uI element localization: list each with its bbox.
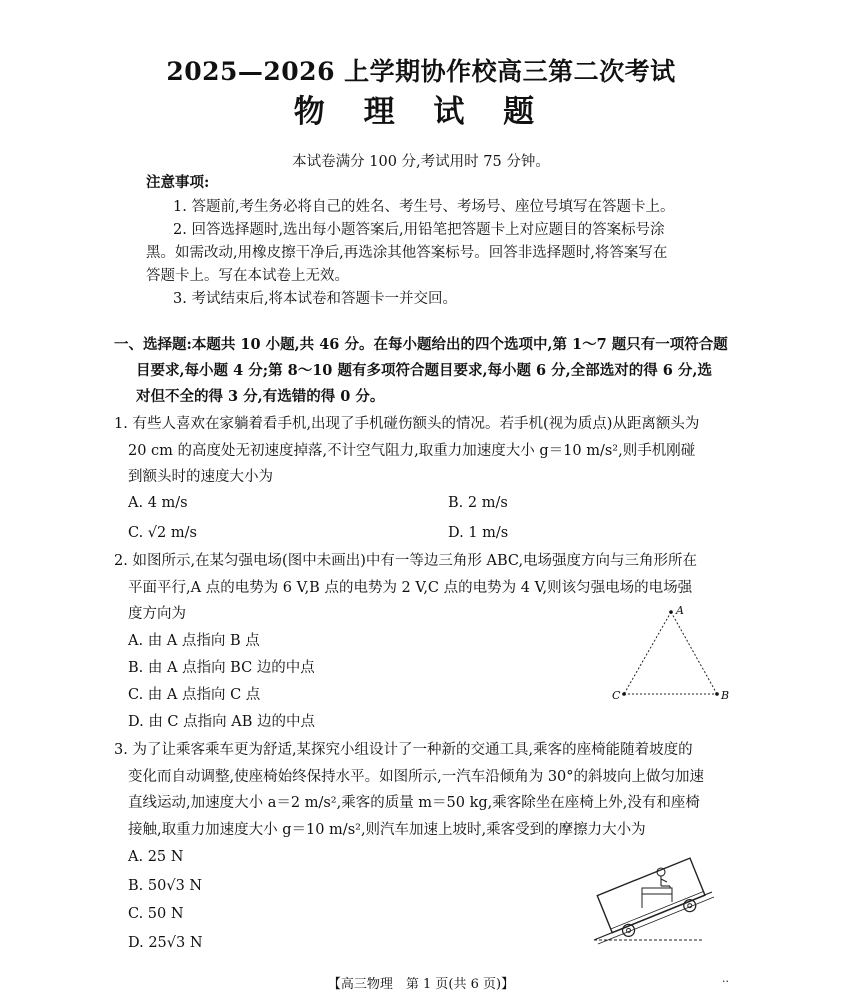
question-3-option-a: A. 25 N [128,849,184,865]
exam-info: 本试卷满分 100 分,考试用时 75 分钟。 [292,154,550,170]
question-3-text: 变化而自动调整,使座椅始终保持水平。如图所示,一汽车沿倾角为 30°的斜坡向上做匀加速 [128,769,705,785]
question-3-option-d: D. 25√3 N [128,935,203,951]
vertex-label-b: B [721,689,730,702]
vertex-label-c: C [612,689,621,702]
question-2-text: 平面平行,A 点的电势为 6 V,B 点的电势为 2 V,C 点的电势为 4 V,则该匀强电场的电场强 [128,580,693,596]
page-footer: 【高三物理 第 1 页(共 6 页)】 [327,977,515,992]
question-2-text: 度方向为 [128,606,186,622]
question-2-option-c: C. 由 A 点指向 C 点 [128,687,261,703]
section-instruction: 一、选择题:本题共 10 小题,共 46 分。在每小题给出的四个选项中,第 1～7 题只有一项符合题 [114,336,728,353]
question-2-text: 2. 如图所示,在某匀强电场(图中未画出)中有一等边三角形 ABC,电场强度方向与三角形所在 [114,553,698,569]
question-1-text: 到额头时的速度大小为 [128,469,273,485]
notes-line: 2. 回答选择题时,选出每小题答案后,用铅笔把答题卡上对应题目的答案标号涂 [173,222,665,238]
question-3-text: 直线运动,加速度大小 a＝2 m/s²,乘客的质量 m＝50 kg,乘客除坐在座椅上外,没有和座椅 [128,795,700,811]
exam-title: 2025—2026 上学期协作校高三第二次考试 [166,57,676,86]
notes-line: 黑。如需改动,用橡皮擦干净后,再选涂其他答案标号。回答非选择题时,将答案写在 [146,245,668,261]
section-instruction: 目要求,每小题 4 分;第 8～10 题有多项符合题目要求,每小题 6 分,全部选对的得 6 分,选 [136,362,712,379]
question-3-text: 接触,取重力加速度大小 g＝10 m/s²,则汽车加速上坡时,乘客受到的摩擦力大小为 [128,822,646,838]
notes-line: 答题卡上。写在本试卷上无效。 [146,268,349,284]
question-1-text: 20 cm 的高度处无初速度掉落,不计空气阻力,取重力加速度大小 g＝10 m/s²,则手机刚碰 [128,443,696,459]
subject-title: 物 理 试 题 [293,94,549,130]
question-2-option-a: A. 由 A 点指向 B 点 [128,633,260,649]
question-1-option-b: B. 2 m/s [448,495,508,511]
car-on-slope-figure [580,848,720,950]
question-3-option-b: B. 50√3 N [128,878,203,894]
question-2-option-b: B. 由 A 点指向 BC 边的中点 [128,660,315,676]
question-1-option-a: A. 4 m/s [128,495,188,511]
question-1-text: 1. 有些人喜欢在家躺着看手机,出现了手机碰伤额头的情况。若手机(视为质点)从距离额头为 [114,416,700,432]
question-1-option-d: D. 1 m/s [448,525,509,541]
notes-line: 1. 答题前,考生务必将自己的姓名、考生号、考场号、座位号填写在答题卡上。 [173,199,675,215]
vertex-label-a: A [676,604,684,617]
question-2-option-d: D. 由 C 点指向 AB 边的中点 [128,714,315,730]
triangle-abc-figure [606,600,736,705]
notes-line: 3. 考试结束后,将本试卷和答题卡一并交回。 [173,291,458,307]
section-instruction: 对但不全的得 3 分,有选错的得 0 分。 [136,388,385,405]
question-3-text: 3. 为了让乘客乘车更为舒适,某探究小组设计了一种新的交通工具,乘客的座椅能随着坡度的 [114,742,693,758]
question-1-option-c: C. √2 m/s [128,525,197,541]
notes-heading: 注意事项: [146,174,210,191]
question-3-option-c: C. 50 N [128,906,184,922]
footer-mark: ·· [722,975,729,988]
